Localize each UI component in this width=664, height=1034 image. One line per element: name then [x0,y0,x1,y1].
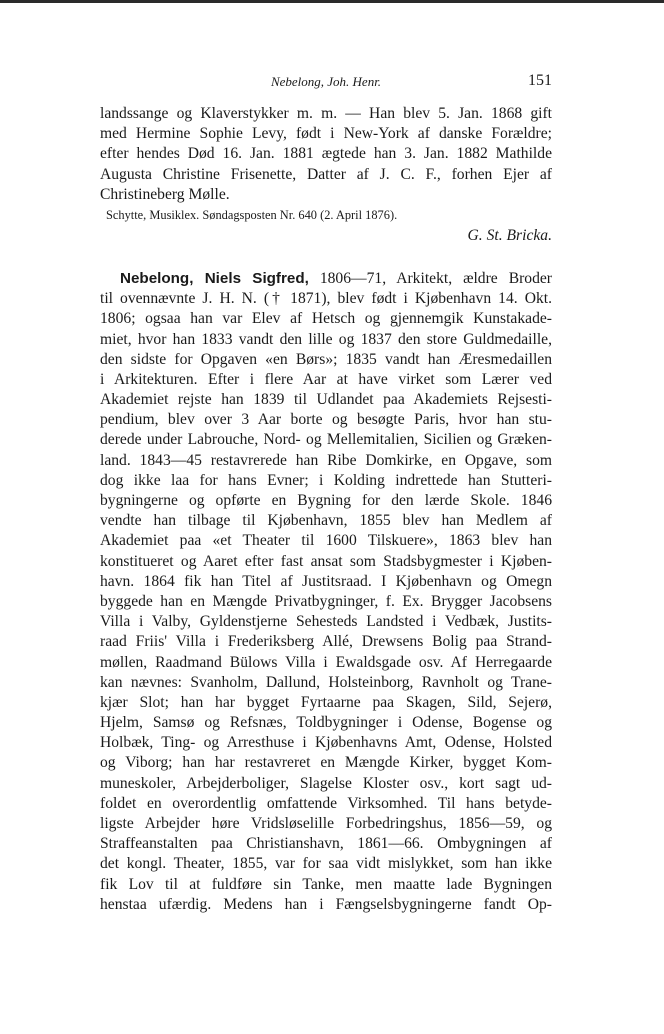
text-line: med Hermine Sophie Levy, født i New-York af danske Forældre; [100,125,552,143]
text-line: bygningerne og opførte en Bygning for den lærde Skole. 1846 [100,492,552,509]
text-line: Akademiet rejste han 1839 til Udlandet paa Akademiets Rejsesti- [100,391,552,409]
page-number: 151 [528,72,552,89]
text-line: til ovennævnte J. H. N. († 1871), blev født i Kjøbenhavn 14. Okt. [100,290,552,308]
running-head: Nebelong, Joh. Henr. [270,74,382,89]
text-line: Christineberg Mølle. [100,185,230,203]
text-line: vendte han tilbage til Kjøbenhavn, 1855 blev han Medlem af [100,512,552,530]
previous-entry [100,104,552,247]
text-line: kan nævnes: Svanholm, Dallund, Holsteinborg, Ravnholt og Trane- [100,673,552,691]
text-line: landssange og Klaverstykker m. m. — Han blev 5. Jan. 1868 gift [100,105,552,122]
text-line: Hjelm, Samsø og Refsnæs, Toldbygninger i Odense, Bogense og [100,714,552,732]
top-border-rule [0,0,664,3]
text-line: kjær Slot; han har bygget Fyrtaarne paa Skagen, Sild, Sejerø, [100,693,552,711]
entry-first-line [100,269,552,289]
text-line: Akademiet paa «et Theater til 1600 Tilskuere», 1863 blev han [100,532,552,550]
author-signature: G. St. Bricka. [467,226,552,244]
text-line: byggede han en Mængde Privatbygninger, f. Ex. Brygger Jacobsens [100,592,552,610]
text-line: fik Lov til at fuldføre sin Tanke, men maatte lade Bygningen [100,875,552,893]
text-line: henstaa ufærdig. Medens han i Fængselsbygningerne fandt Op- [100,895,552,913]
text-line: land. 1843—45 restavrerede han Ribe Domkirke, en Opgave, som [100,451,552,469]
text-line: den sidste for Opgaven «en Børs»; 1835 vandt han Æresmedaillen [100,350,552,368]
text-line: muneskoler, Arbejderboliger, Slagelse Kloster osv., kort sagt ud- [100,774,552,792]
text-line: Augusta Christine Frisenette, Datter af J. C. F., forhen Ejer af [100,165,552,183]
text-line: raad Friis' Villa i Frederiksberg Allé, Drewsens Bolig paa Strand- [100,633,552,651]
text-line: efter hendes Død 16. Jan. 1881 ægtede han 3. Jan. 1882 Mathilde [100,145,552,163]
text-line: det kongl. Theater, 1855, var for saa vidt mislykket, som han ikke [100,855,552,873]
text-line: i Arkitekturen. Efter i flere Aar at have virket som Lærer ved [100,370,552,388]
entry-spacer [100,247,552,269]
text-line: og Viborg; han har restavreret en Mængde Kirker, bygget Kom- [100,754,552,772]
text-line: Straffeanstalten paa Christianshavn, 1861—66. Ombygningen af [100,835,552,853]
text-line: dog ikke laa for hans Evner; i Kolding indrettede han Stutteri- [100,471,552,489]
text-line: derede under Labrouche, Nord- og Mellemitalien, Sicilien og Græken- [100,431,552,449]
entry-headword: Nebelong, Niels Sigfred, [120,269,309,287]
text-line: Villa i Valby, Gyldenstjerne Sehesteds Landsted i Vedbæk, Justits- [100,613,552,631]
entry-first-line-text: 1806—71, Arkitekt, ældre Broder [308,269,552,287]
text-line: foldet en overordentlig omfattende Virksomhed. Til hans betyde- [100,794,552,812]
entry-nebelong-niels-sigfred [100,269,552,915]
text-line: møllen, Raadmand Bülows Villa i Ewaldsgade osv. Af Herregaarde [100,653,552,671]
text-line: miet, hvor han 1833 vandt den lille og 1837 den store Guldmedaille, [100,330,552,348]
page-body [100,104,552,915]
text-line: pendium, blev over 3 Aar borte og besøgte Paris, hvor han stu- [100,411,552,429]
text-line: Holbæk, Ting- og Arresthuse i Kjøbenhavns Amt, Odense, Holsted [100,734,552,752]
text-line: ligste Arbejder høre Vridsløselille Forbedringshus, 1856—59, og [100,815,552,832]
page-header [100,72,552,94]
source-citation: Schytte, Musiklex. Søndagsposten Nr. 640 (2. April 1876). [106,207,398,222]
text-line: konstitueret og Aaret efter fast ansat som Stadsbygmester i Kjøben- [100,552,552,570]
text-line: havn. 1864 fik han Titel af Justitsraad. I Kjøbenhavn og Omegn [100,572,552,590]
text-line: 1806; ogsaa han var Elev af Hetsch og gjennemgik Kunstakade- [100,310,552,328]
